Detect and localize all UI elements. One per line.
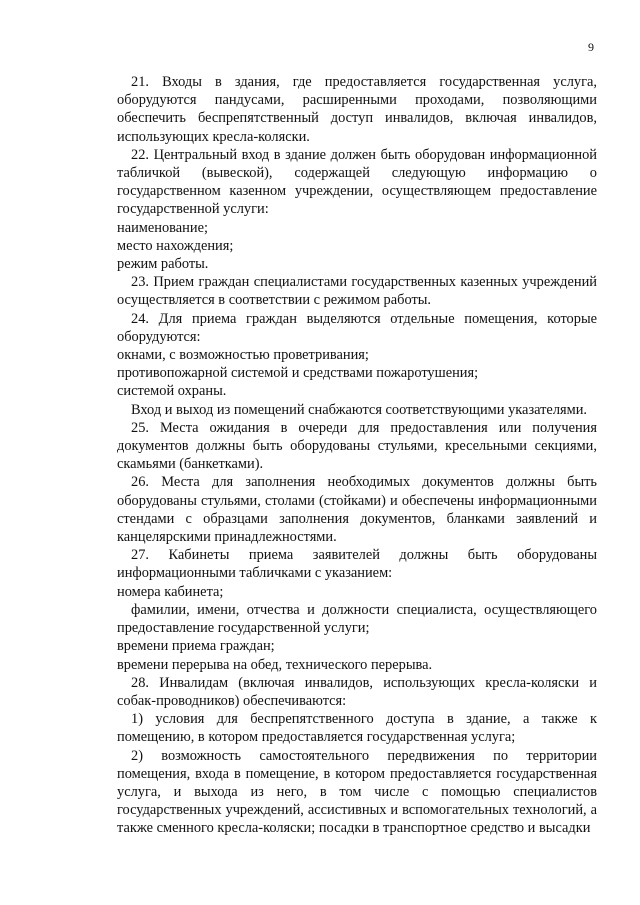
list-item: режим работы. bbox=[117, 256, 209, 273]
list-item-specialist: фамилии, имени, отчества и должности специалиста, осуществляющего предоставление государственной услуги; bbox=[117, 601, 597, 637]
paragraph-25: 25. Места ожидания в очереди для предоставления или получения документов должны быть оборудованы стульями, кресельными секциями, скамьями (банкетками). bbox=[117, 419, 597, 473]
paragraph-26: 26. Места для заполнения необходимых документов должны быть оборудованы стульями, столами (стойками) и обеспечены информационными стендами с образцами заполнения документов, бланками заявлений и канцелярскими принадлежностями. bbox=[117, 474, 597, 546]
list-item: времени приема граждан; bbox=[117, 638, 275, 655]
paragraph-entrance-signs: Вход и выход из помещений снабжаются соответствующими указателями. bbox=[131, 401, 588, 418]
paragraph-22: 22. Центральный вход в здание должен быть оборудован информационной табличкой (вывеской), содержащей следующую информацию о государственном казенном учреждении, осуществляющем предоставление государственной услуги: bbox=[117, 146, 597, 218]
paragraph-23: 23. Прием граждан специалистами государственных казенных учреждений осуществляется в соответствии с режимом работы. bbox=[117, 274, 597, 309]
paragraph-27: 27. Кабинеты приема заявителей должны быть оборудованы информационными табличками с указанием: bbox=[117, 547, 597, 582]
list-item: системой охраны. bbox=[117, 383, 227, 400]
paragraph-28-1: 1) условия для беспрепятственного доступа в здание, а также к помещению, в котором предоставляется государственная услуга; bbox=[117, 711, 597, 746]
paragraph-24: 24. Для приема граждан выделяются отдельные помещения, которые оборудуются: bbox=[117, 310, 597, 345]
list-item: место нахождения; bbox=[117, 237, 234, 254]
page-number: 9 bbox=[588, 40, 594, 54]
document-body bbox=[117, 73, 597, 838]
paragraph-28: 28. Инвалидам (включая инвалидов, использующих кресла-коляски и собак-проводников) обеспечиваются: bbox=[117, 674, 597, 709]
list-item: времени перерыва на обед, технического перерыва. bbox=[117, 656, 433, 673]
list-item: наименование; bbox=[117, 219, 208, 236]
list-item: номера кабинета; bbox=[117, 583, 224, 600]
list-item: окнами, с возможностью проветривания; bbox=[117, 347, 369, 364]
list-item: противопожарной системой и средствами пожаротушения; bbox=[117, 365, 479, 382]
paragraph-21: 21. Входы в здания, где предоставляется государственная услуга, оборудуются пандусами, расширенными проходами, позволяющими обеспечить беспрепятственный доступ инвалидов, включая инвалидов, использующих кресла-коляски. bbox=[117, 74, 597, 145]
paragraph-28-2: 2) возможность самостоятельного передвижения по территории помещения, входа в помещение, в котором предоставляется государственная услуга, и выхода из него, в том числе с помощью специалистов государственных учреждений, ассистивных и вспомогательных технологий, а также сменного кресла-коляски; посадки в транспортное средство и высадки bbox=[117, 747, 597, 837]
